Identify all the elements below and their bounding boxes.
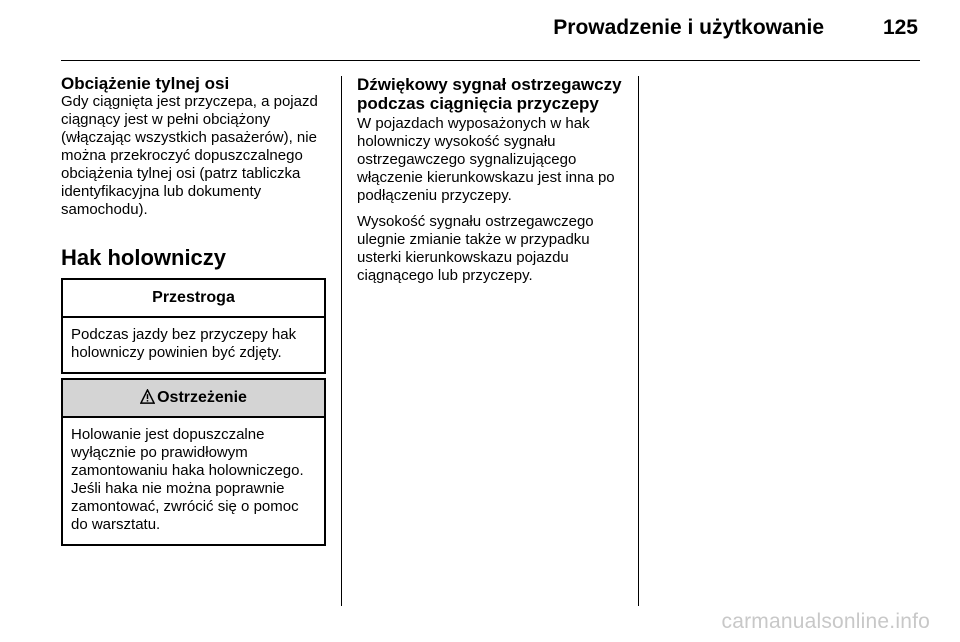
rear-load-text: Gdy ciągnięta jest przyczepa, a pojazd ciągnący jest w pełni obciążony (włączając wszystkich pasażerów), nie można przekroczyć dopuszczalnego obciążenia tylnej osi (patrz tabliczka identyfikacyjna lub dokumenty samochodu). [61, 93, 318, 218]
header-title: Prowadzenie i użytkowanie [553, 16, 824, 39]
rear-load-heading: Obciążenie tylnej osi [61, 74, 230, 93]
warning-text: Holowanie jest dopuszczalne wyłącznie po prawidłowym zamontowaniu haka holowniczego. Jeśli haka nie można poprawnie zamontować, zwrócić się o pomoc do warsztatu. [71, 426, 304, 533]
caution-title: Przestroga [63, 280, 324, 318]
warning-title: Ostrzeżenie [157, 389, 247, 406]
caution-box [61, 278, 326, 374]
column-divider-1 [341, 76, 342, 606]
warning-header [63, 380, 324, 418]
warning-triangle-icon [140, 389, 155, 404]
header-rule [61, 60, 920, 61]
column-middle [357, 75, 625, 285]
watermark: carmanualsonline.info [721, 610, 930, 633]
warning-box [61, 378, 326, 546]
signal-para-2: Wysokość sygnału ostrzegawczego ulegnie zmianie także w przypadku usterki kierunkowskazu pojazdu ciągnącego lub przyczepy. [357, 213, 594, 284]
hitch-heading: Hak holowniczy [61, 245, 227, 270]
signal-heading: Dźwiękowy sygnał ostrzegawczy podczas ciągnięcia przyczepy [357, 75, 622, 113]
column-divider-2 [638, 76, 639, 606]
page-number: 125 [882, 16, 918, 39]
column-left [61, 74, 326, 533]
signal-para-1: W pojazdach wyposażonych w hak holowniczy wysokość sygnału ostrzegawczego sygnalizującego włączenie kierunkowskazu jest inna po podłączeniu przyczepy. [357, 115, 615, 204]
caution-text: Podczas jazdy bez przyczepy hak holowniczy powinien być zdjęty. [71, 326, 297, 361]
